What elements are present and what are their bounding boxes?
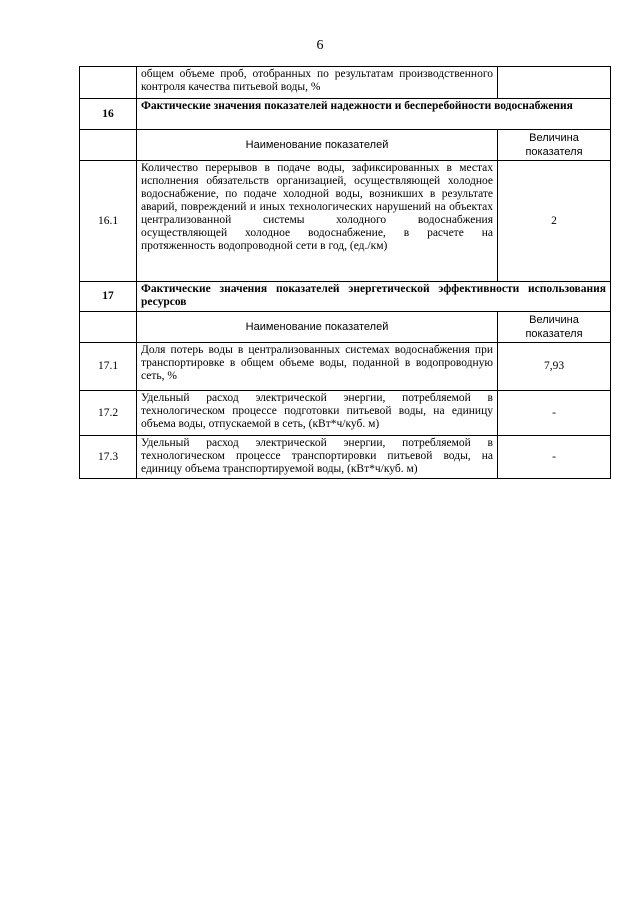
column-header-row-16 <box>80 130 611 161</box>
column-header-name: Наименование показателей <box>137 130 498 161</box>
table-row-17-3 <box>80 436 611 479</box>
row-number: 17.2 <box>80 391 137 436</box>
row-number: 16.1 <box>80 161 137 282</box>
section-number: 17 <box>80 282 137 312</box>
column-header-name: Наименование показателей <box>137 312 498 343</box>
row-text: Удельный расход электрической энергии, потребляемой в технологическом процессе транспортировки питьевой воды, на единицу объема транспортируемой воды, (кВт*ч/куб. м) <box>137 436 498 479</box>
row-number: 17.1 <box>80 343 137 391</box>
row-value: - <box>498 436 611 479</box>
row-number: 17.3 <box>80 436 137 479</box>
column-header-value: Величина показателя <box>498 130 611 161</box>
section-row-16 <box>80 99 611 130</box>
section-row-17 <box>80 282 611 312</box>
table-row-17-2 <box>80 391 611 436</box>
header-number-empty <box>80 312 137 343</box>
table-row-16-1 <box>80 161 611 282</box>
section-title: Фактические значения показателей энергетической эффективности использования ресурсов <box>137 282 611 312</box>
column-header-value: Величина показателя <box>498 312 611 343</box>
row-text: общем объеме проб, отобранных по результатам производственного контроля качества питьевой воды, % <box>137 67 498 99</box>
indicators-table <box>79 66 611 479</box>
row-text: Доля потерь воды в централизованных системах водоснабжения при транспортировке в общем объеме воды, поданной в водопроводную сеть, % <box>137 343 498 391</box>
table-row-continued <box>80 67 611 99</box>
row-text: Удельный расход электрической энергии, потребляемой в технологическом процессе подготовки питьевой воды, на единицу объема воды, отпускаемой в сеть, (кВт*ч/куб. м) <box>137 391 498 436</box>
header-number-empty <box>80 130 137 161</box>
section-number: 16 <box>80 99 137 130</box>
row-value-empty <box>498 67 611 99</box>
row-text: Количество перерывов в подаче воды, зафиксированных в местах исполнения обязательств организацией, осуществляющей холодное водоснабжение, по подаче холодной воды, возникших в результате аварий, повреждений и иных технологических нарушений на объектах централизованной системы холодного водоснабжения осуществляющей холодное водоснабжение, в расчете на протяженность водопроводной сети в год, (ед./км) <box>137 161 498 282</box>
page-number: 6 <box>316 38 324 53</box>
row-value: 7,93 <box>498 343 611 391</box>
column-header-row-17 <box>80 312 611 343</box>
row-number-empty <box>80 67 137 99</box>
table-row-17-1 <box>80 343 611 391</box>
row-value: - <box>498 391 611 436</box>
row-value: 2 <box>498 161 611 282</box>
section-title: Фактические значения показателей надежности и бесперебойности водоснабжения <box>137 99 611 130</box>
